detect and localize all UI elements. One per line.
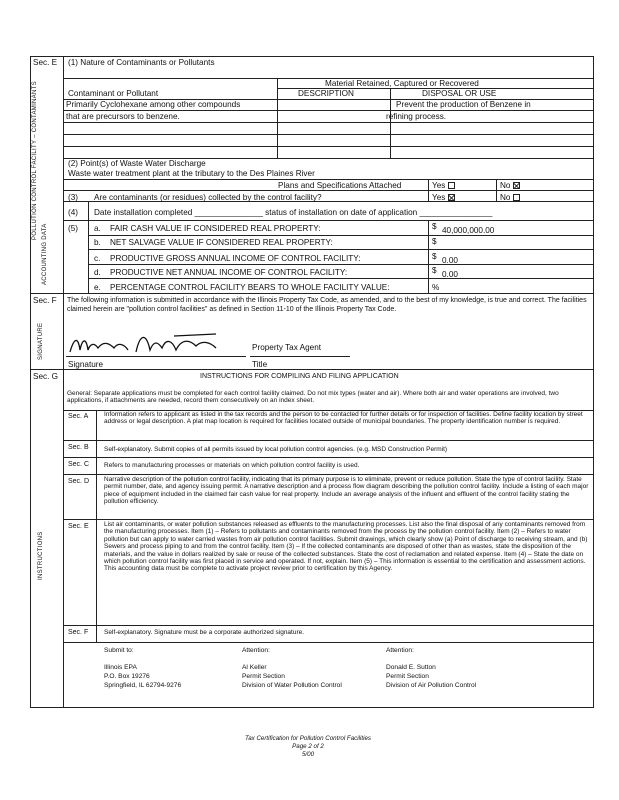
addr3-line1: Donald E. Sutton bbox=[386, 664, 436, 671]
plans-no-label: No bbox=[500, 181, 511, 190]
item-b-text: NET SALVAGE VALUE IF CONSIDERED REAL PROPERTY: bbox=[110, 238, 333, 247]
item-a-text: FAIR CASH VALUE IF CONSIDERED REAL PROPERTY: bbox=[110, 224, 321, 233]
inst-c-sec: Sec. C bbox=[68, 461, 90, 468]
sec-f-side-label: SIGNATURE bbox=[38, 322, 44, 360]
sec-f-text: The following information is submitted in accordance with the Illinois Property Tax Code, as amended, and to the best of my knowledge, is true and correct. The facilities claimed herein are "pollution control facilities" as defined in Section 11-10 of the Illinois Property Tax Code. bbox=[67, 297, 587, 313]
item-b-dollar: $ bbox=[432, 237, 437, 246]
plans-no-checkbox[interactable] bbox=[513, 182, 520, 189]
inst-e-sec: Sec. E bbox=[68, 523, 89, 530]
q3-no-label: No bbox=[500, 193, 511, 202]
inst-d-text: Narrative description of the pollution control facility, indicating that its primary purpose is to eliminate, prevent or reduce pollution. State the type of control facility. State permit number, date, and agency issuing permit. A narrative description and a process flow diagram describing the pollution control facility. Include a listing of each major piece of equipment included in the claimed fair cash value for real property. Include an average analysis of the influent and effluent of the control facility stating the pollution efficiency. bbox=[104, 476, 589, 506]
attention-label-2: Attention: bbox=[386, 647, 414, 654]
addr2-line3: Division of Water Pollution Control bbox=[242, 682, 342, 689]
q3-num: (3) bbox=[68, 193, 79, 202]
addr2-line2: Permit Section bbox=[242, 673, 285, 680]
addr1-line1: Illinois EPA bbox=[104, 664, 137, 671]
sec-e-side-label-2: ACCOUNTING DATA bbox=[42, 223, 48, 285]
q3-text: Are contaminants (or residues) collected by the control facility? bbox=[94, 193, 322, 202]
addr1-line3: Springfield, IL 62794-9276 bbox=[104, 682, 182, 689]
inst-e-text: List air contaminants, or water pollution substances released as effluents to the manufacturing processes. List also the final disposal of any contaminants removed from the manufacturing processes. Item (1) – Refers to pollutants and contaminants removed from the process by the pollution control facility. Item (2) – Refers to water pollution but can apply to water carried wastes from air pollution control facilities. Submit drawings, which clearly show (a) Point of discharge to receiving stream, and (b) Sewers and process piping to and from the control facility. Item (3) – If the collected contaminants are disposed of other than as wastes, state the disposition of the materials, and the value in dollars realized by sale or reuse of the collected substances. State the cost of reclamation and related expense. Item (4) – State the date on which pollution control facility was first placed in service and operated. If not, explain. Item (5) – This information is essential to the certification and assessment actions. This accounting data must be complete to activate project review prior to certification by this Agency. bbox=[104, 521, 588, 573]
item-d-label: d. bbox=[94, 268, 101, 277]
item-a-dollar: $ bbox=[432, 222, 437, 231]
item-c-value: 0.00 bbox=[442, 256, 458, 265]
q4-text: Date installation completed _______________ status of installation on date of application ________________ bbox=[94, 208, 493, 217]
col-contaminant: Contaminant or Pollutant bbox=[68, 89, 159, 98]
sec-g-title: INSTRUCTIONS FOR COMPILING AND FILING APPLICATION bbox=[200, 373, 399, 380]
row1-contaminant: Primarily Cyclohexane among other compounds bbox=[66, 100, 241, 109]
addr1-line2: P.O. Box 19276 bbox=[104, 673, 150, 680]
submit-to-label: Submit to: bbox=[104, 647, 134, 654]
col-description: DESCRIPTION bbox=[298, 89, 354, 98]
q5-num: (5) bbox=[68, 224, 79, 233]
point-title: (2) Point(s) of Waste Water Discharge bbox=[68, 159, 206, 168]
footer-line-2: Page 2 of 2 bbox=[292, 743, 324, 750]
item-d-value: 0.00 bbox=[442, 270, 458, 279]
inst-b-text: Self-explanatory. Submit copies of all permits issued by local pollution control agencies. (e.g. MSD Construction Permit) bbox=[104, 446, 448, 453]
sec-e-side-label: POLLUTION CONTROL FACILITY – CONTAMINANTS bbox=[32, 81, 38, 240]
form-frame bbox=[30, 56, 594, 708]
attention-label-1: Attention: bbox=[242, 647, 270, 654]
footer-line-1: Tax Certification for Pollution Control Facilities bbox=[245, 735, 371, 742]
sec-g-side-label: INSTRUCTIONS bbox=[38, 531, 44, 580]
item-b-label: b. bbox=[94, 238, 101, 247]
item-e-text: PERCENTAGE CONTROL FACILITY BEARS TO WHOLE FACILITY VALUE: bbox=[110, 283, 390, 292]
signature-text: Michael J. Whitfield bbox=[66, 330, 75, 331]
plans-yes-checkbox[interactable] bbox=[448, 182, 455, 189]
col-header-top: Material Retained, Captured or Recovered bbox=[325, 79, 479, 88]
title-value: Property Tax Agent bbox=[252, 343, 322, 352]
sec-f-label: Sec. F bbox=[33, 296, 57, 305]
plans-yes-label: Yes bbox=[432, 181, 446, 190]
item-e-percent: % bbox=[432, 283, 440, 292]
inst-a-sec: Sec. A bbox=[68, 413, 89, 420]
col-disposal: DISPOSAL OR USE bbox=[422, 89, 497, 98]
point-text: Waste water treatment plant at the tributary to the Des Plaines River bbox=[68, 169, 315, 178]
addr3-line2: Permit Section bbox=[386, 673, 429, 680]
item-c-dollar: $ bbox=[432, 252, 437, 261]
sec-f-bottom-rule bbox=[30, 369, 594, 370]
plans-label: Plans and Specifications Attached bbox=[278, 181, 402, 190]
inst-b-sec: Sec. B bbox=[68, 444, 89, 451]
addr2-line1: Al Keller bbox=[242, 664, 267, 671]
item-e-label: e. bbox=[94, 283, 101, 292]
inst-f-text: Self-explanatory. Signature must be a corporate authorized signature. bbox=[104, 629, 305, 636]
footer-line-3: 5/00 bbox=[301, 751, 315, 758]
inst-c-text: Refers to manufacturing processes or materials on which pollution control facility is used. bbox=[104, 462, 360, 469]
sec-e-label: Sec. E bbox=[33, 58, 58, 67]
item-c-label: c. bbox=[94, 254, 101, 263]
inst-f-sec: Sec. F bbox=[68, 629, 89, 636]
signature-label: Signature bbox=[68, 360, 104, 369]
item-c-text: PRODUCTIVE GROSS ANNUAL INCOME OF CONTROL FACILITY: bbox=[110, 254, 361, 263]
row1-contaminant-2: that are precursors to benzene. bbox=[66, 112, 180, 121]
q3-yes-label: Yes bbox=[432, 193, 446, 202]
sec-g-general: General: Separate applications must be completed for each control facility claimed. Do not mix types (water and air). Where both air and water operations are involved, two applications, if attachments are needed, record them consecutively on an index sheet. bbox=[67, 390, 559, 405]
inst-a-text: Information refers to applicant as listed in the tax records and the person to be contacted for further details or for inspection of facilities. Define facility location by street address or legal description. A plat map location is required for facilities located outside of municipal boundaries. The property identification number is required. bbox=[104, 411, 583, 426]
nature-title: (1) Nature of Contaminants or Pollutants bbox=[68, 58, 215, 67]
sec-e-bottom-rule bbox=[30, 293, 594, 294]
row1-disposal: Prevent the production of Benzene in bbox=[396, 100, 531, 109]
row1-disposal-2: refining process. bbox=[386, 112, 447, 121]
addr3-line3: Division of Air Pollution Control bbox=[386, 682, 477, 689]
inst-d-sec: Sec. D bbox=[68, 478, 90, 485]
item-d-text: PRODUCTIVE NET ANNUAL INCOME OF CONTROL FACILITY: bbox=[110, 268, 348, 277]
q4-num: (4) bbox=[68, 208, 79, 217]
item-a-label: a. bbox=[94, 224, 101, 233]
sec-g-label: Sec. G bbox=[33, 372, 59, 381]
item-d-dollar: $ bbox=[432, 266, 437, 275]
item-a-value: 40,000,000.00 bbox=[442, 226, 495, 235]
left-column-divider bbox=[63, 56, 64, 708]
title-label: Title bbox=[252, 360, 268, 369]
